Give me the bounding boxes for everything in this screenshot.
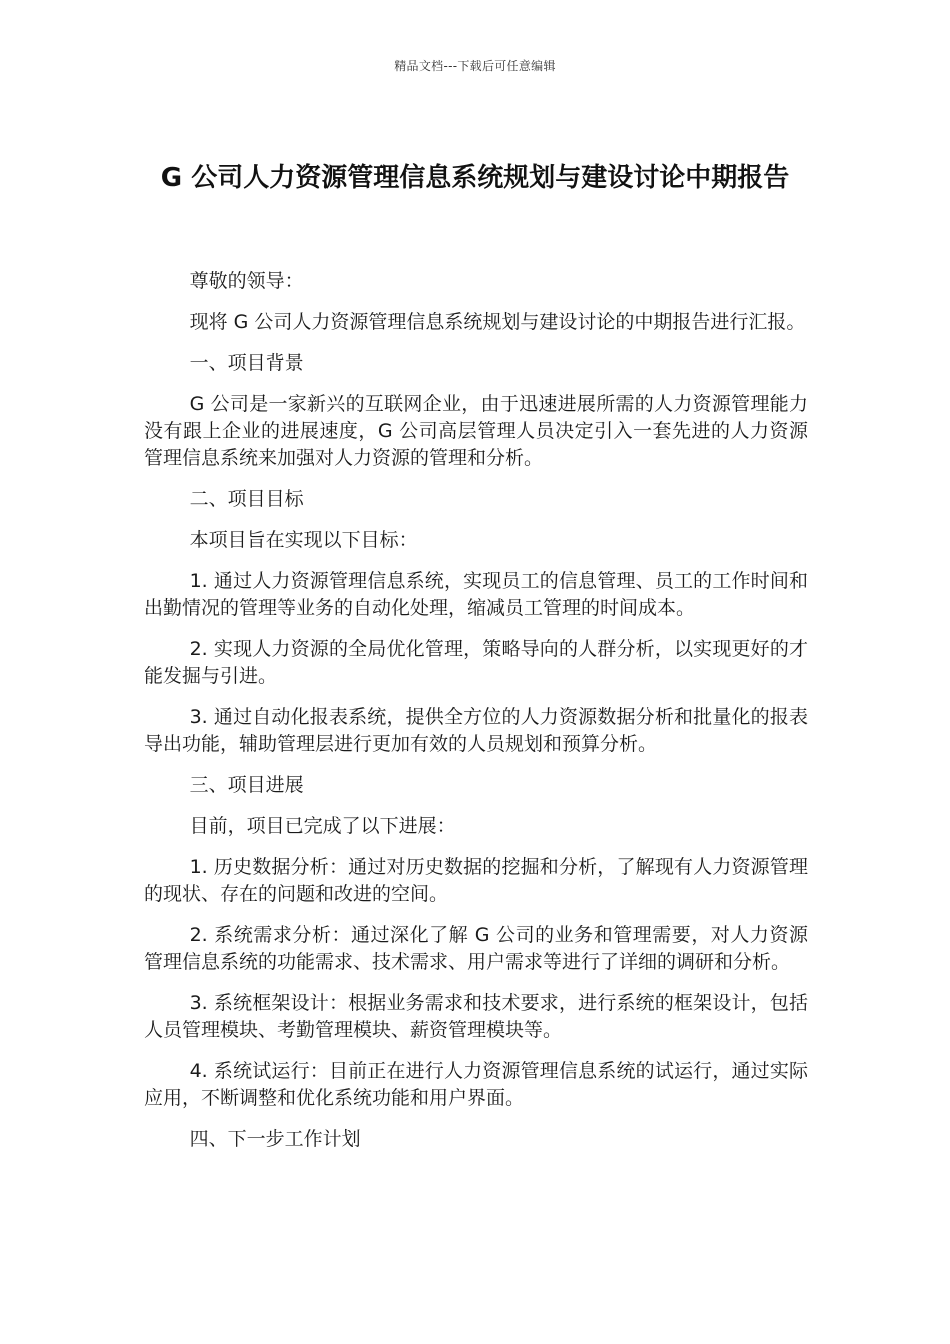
section-heading-progress: 三、项目进展 [189,774,304,796]
document-body [144,268,808,1167]
intro-paragraph: 现将 G 公司人力资源管理信息系统规划与建设讨论的中期报告进行汇报。 [189,311,806,333]
goal-item: 3. 通过自动化报表系统，提供全方位的人力资源数据分析和批量化的报表导出功能，辅助管理层进行更加有效的人员规划和预算分析。 [144,706,808,755]
page-header: 精品文档---下载后可任意编辑 [394,59,556,73]
progress-item: 3. 系统框架设计：根据业务需求和技术要求，进行系统的框架设计，包括人员管理模块、考勤管理模块、薪资管理模块等。 [144,992,808,1041]
section-heading-goals: 二、项目目标 [189,488,304,510]
section-heading-next-steps: 四、下一步工作计划 [189,1128,361,1150]
background-paragraph: G 公司是一家新兴的互联网企业，由于迅速进展所需的人力资源管理能力没有跟上企业的进展速度，G 公司高层管理人员决定引入一套先进的人力资源管理信息系统来加强对人力资源的管理和分析。 [144,393,808,469]
salutation: 尊敬的领导： [189,270,304,292]
progress-item: 1. 历史数据分析：通过对历史数据的挖掘和分析，了解现有人力资源管理的现状、存在的问题和改进的空间。 [144,856,808,905]
goal-item: 1. 通过人力资源管理信息系统，实现员工的信息管理、员工的工作时间和出勤情况的管理等业务的自动化处理，缩减员工管理的时间成本。 [144,570,808,619]
section-heading-background: 一、项目背景 [189,352,304,374]
goals-intro: 本项目旨在实现以下目标： [189,529,418,551]
progress-intro: 目前，项目已完成了以下进展： [189,815,456,837]
document-title: G 公司人力资源管理信息系统规划与建设讨论中期报告 [160,163,790,194]
progress-item: 4. 系统试运行：目前正在进行人力资源管理信息系统的试运行，通过实际应用，不断调整和优化系统功能和用户界面。 [144,1060,808,1109]
goal-item: 2. 实现人力资源的全局优化管理，策略导向的人群分析，以实现更好的才能发掘与引进。 [144,638,808,687]
progress-item: 2. 系统需求分析：通过深化了解 G 公司的业务和管理需要，对人力资源管理信息系统的功能需求、技术需求、用户需求等进行了详细的调研和分析。 [144,924,808,973]
